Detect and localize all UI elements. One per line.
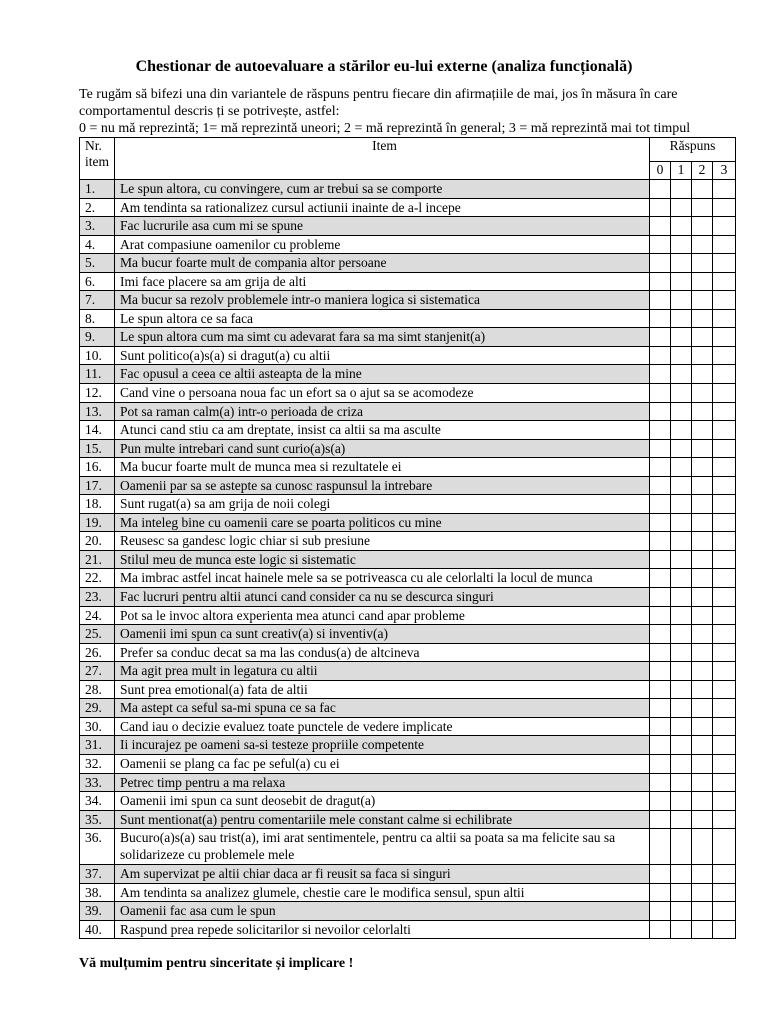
answer-cell-1[interactable] xyxy=(671,920,692,939)
item-text: Cand vine o persoana noua fac un efort sa o ajut sa se acomodeze xyxy=(115,384,650,403)
answer-cell-0[interactable] xyxy=(650,365,671,384)
answer-cell-3[interactable] xyxy=(713,272,736,291)
item-text: Oamenii se plang ca fac pe seful(a) cu ei xyxy=(115,754,650,773)
answer-cell-3[interactable] xyxy=(713,736,736,755)
table-row xyxy=(80,792,736,811)
table-row xyxy=(80,662,736,681)
answer-cell-1[interactable] xyxy=(671,346,692,365)
table-row xyxy=(80,699,736,718)
answer-cell-1[interactable] xyxy=(671,773,692,792)
item-text: Ma imbrac astfel incat hainele mele sa se potriveasca cu ale celorlalti la locul de munca xyxy=(115,569,650,588)
table-row xyxy=(80,773,736,792)
answer-cell-3[interactable] xyxy=(713,625,736,644)
answer-cell-1[interactable] xyxy=(671,792,692,811)
questionnaire-table xyxy=(79,137,736,939)
answer-cell-3[interactable] xyxy=(713,717,736,736)
item-number: 2. xyxy=(80,198,115,217)
answer-cell-2[interactable] xyxy=(692,606,713,625)
item-text: Pun multe intrebari cand sunt curio(a)s(a) xyxy=(115,439,650,458)
table-row xyxy=(80,920,736,939)
answer-scale: 0 = nu mă reprezintă; 1= mă reprezintă uneori; 2 = mă reprezintă în general; 3 = mă reprezintă mai tot timpul xyxy=(79,121,691,136)
table-row xyxy=(80,883,736,902)
answer-cell-1[interactable] xyxy=(671,606,692,625)
answer-cell-3[interactable] xyxy=(713,865,736,884)
table-row xyxy=(80,254,736,273)
answer-cell-3[interactable] xyxy=(713,920,736,939)
table-row xyxy=(80,754,736,773)
item-number: 6. xyxy=(80,272,115,291)
table-row xyxy=(80,180,736,199)
item-text: Prefer sa conduc decat sa ma las condus(a) de altcineva xyxy=(115,643,650,662)
table-row xyxy=(80,588,736,607)
answer-cell-1[interactable] xyxy=(671,754,692,773)
item-text: Fac opusul a ceea ce altii asteapta de la mine xyxy=(115,365,650,384)
item-text: Atunci cand stiu ca am dreptate, insist ca altii sa ma asculte xyxy=(115,421,650,440)
item-text: Cand iau o decizie evaluez toate punctele de vedere implicate xyxy=(115,717,650,736)
answer-cell-3[interactable] xyxy=(713,513,736,532)
answer-cell-1[interactable] xyxy=(671,532,692,551)
item-number: 27. xyxy=(80,662,115,681)
table-row xyxy=(80,717,736,736)
answer-cell-2[interactable] xyxy=(692,198,713,217)
answer-cell-0[interactable] xyxy=(650,773,671,792)
answer-cell-1[interactable] xyxy=(671,272,692,291)
answer-cell-1[interactable] xyxy=(671,680,692,699)
answer-cell-0[interactable] xyxy=(650,625,671,644)
item-number: 23. xyxy=(80,588,115,607)
answer-cell-0[interactable] xyxy=(650,883,671,902)
answer-cell-2[interactable] xyxy=(692,384,713,403)
answer-cell-0[interactable] xyxy=(650,384,671,403)
answer-cell-0[interactable] xyxy=(650,606,671,625)
item-text: Ma bucur foarte mult de munca mea si rezultatele ei xyxy=(115,458,650,477)
item-text: Raspund prea repede solicitarilor si nevoilor celorlalti xyxy=(115,920,650,939)
item-number: 33. xyxy=(80,773,115,792)
answer-cell-0[interactable] xyxy=(650,569,671,588)
answer-cell-1[interactable] xyxy=(671,569,692,588)
answer-cell-0[interactable] xyxy=(650,550,671,569)
table-row xyxy=(80,625,736,644)
answer-cell-0[interactable] xyxy=(650,792,671,811)
answer-cell-1[interactable] xyxy=(671,495,692,514)
answer-cell-3[interactable] xyxy=(713,829,736,865)
item-number: 40. xyxy=(80,920,115,939)
answer-cell-3[interactable] xyxy=(713,699,736,718)
instructions: Te rugăm să bifezi una din variantele de răspuns pentru fiecare din afirmațiile de mai, jos în măsura în care comportamentul descris ți se potrivește, astfel: xyxy=(79,87,678,119)
option-2-header: 2 xyxy=(692,162,713,180)
answer-cell-0[interactable] xyxy=(650,699,671,718)
answer-cell-3[interactable] xyxy=(713,402,736,421)
answer-cell-3[interactable] xyxy=(713,792,736,811)
item-text: Sunt rugat(a) sa am grija de noii colegi xyxy=(115,495,650,514)
header-raspuns: Răspuns xyxy=(650,138,736,162)
answer-cell-1[interactable] xyxy=(671,588,692,607)
item-number: 30. xyxy=(80,717,115,736)
answer-cell-2[interactable] xyxy=(692,569,713,588)
answer-cell-3[interactable] xyxy=(713,439,736,458)
answer-cell-2[interactable] xyxy=(692,421,713,440)
answer-cell-2[interactable] xyxy=(692,309,713,328)
table-row xyxy=(80,217,736,236)
item-number: 16. xyxy=(80,458,115,477)
answer-cell-1[interactable] xyxy=(671,865,692,884)
answer-cell-0[interactable] xyxy=(650,346,671,365)
answer-cell-3[interactable] xyxy=(713,180,736,199)
answer-cell-1[interactable] xyxy=(671,198,692,217)
item-text: Stilul meu de munca este logic si sistematic xyxy=(115,550,650,569)
answer-cell-0[interactable] xyxy=(650,217,671,236)
answer-cell-1[interactable] xyxy=(671,217,692,236)
answer-cell-3[interactable] xyxy=(713,384,736,403)
table-row xyxy=(80,309,736,328)
answer-cell-0[interactable] xyxy=(650,254,671,273)
table-row xyxy=(80,606,736,625)
answer-cell-3[interactable] xyxy=(713,773,736,792)
answer-cell-3[interactable] xyxy=(713,883,736,902)
item-text: Le spun altora cum ma simt cu adevarat fara sa ma simt stanjenit(a) xyxy=(115,328,650,347)
answer-cell-2[interactable] xyxy=(692,920,713,939)
answer-cell-3[interactable] xyxy=(713,421,736,440)
answer-cell-1[interactable] xyxy=(671,625,692,644)
item-number: 29. xyxy=(80,699,115,718)
table-row xyxy=(80,439,736,458)
answer-cell-3[interactable] xyxy=(713,588,736,607)
table-row xyxy=(80,291,736,310)
option-0-header: 0 xyxy=(650,162,671,180)
answer-cell-1[interactable] xyxy=(671,810,692,829)
answer-cell-2[interactable] xyxy=(692,180,713,199)
item-text: Petrec timp pentru a ma relaxa xyxy=(115,773,650,792)
answer-cell-3[interactable] xyxy=(713,198,736,217)
table-row xyxy=(80,402,736,421)
item-number: 9. xyxy=(80,328,115,347)
answer-cell-0[interactable] xyxy=(650,402,671,421)
table-row xyxy=(80,421,736,440)
item-number: 18. xyxy=(80,495,115,514)
answer-cell-2[interactable] xyxy=(692,532,713,551)
table-row xyxy=(80,569,736,588)
table-row xyxy=(80,643,736,662)
answer-cell-0[interactable] xyxy=(650,829,671,865)
table-row xyxy=(80,346,736,365)
answer-cell-1[interactable] xyxy=(671,829,692,865)
table-row xyxy=(80,384,736,403)
answer-cell-0[interactable] xyxy=(650,198,671,217)
thank-you-note: Vă mulțumim pentru sinceritate și implicare ! xyxy=(79,956,354,971)
answer-cell-2[interactable] xyxy=(692,588,713,607)
answer-cell-3[interactable] xyxy=(713,569,736,588)
answer-cell-3[interactable] xyxy=(713,476,736,495)
table-row xyxy=(80,680,736,699)
answer-cell-0[interactable] xyxy=(650,754,671,773)
item-text: Le spun altora, cu convingere, cum ar trebui sa se comporte xyxy=(115,180,650,199)
answer-cell-2[interactable] xyxy=(692,736,713,755)
answer-cell-2[interactable] xyxy=(692,662,713,681)
item-number: 39. xyxy=(80,902,115,921)
answer-cell-3[interactable] xyxy=(713,328,736,347)
answer-cell-3[interactable] xyxy=(713,309,736,328)
item-number: 12. xyxy=(80,384,115,403)
answer-cell-0[interactable] xyxy=(650,476,671,495)
answer-cell-1[interactable] xyxy=(671,550,692,569)
item-number: 26. xyxy=(80,643,115,662)
item-number: 17. xyxy=(80,476,115,495)
answer-cell-1[interactable] xyxy=(671,643,692,662)
item-text: Am tendinta sa analizez glumele, chestie care le modifica sensul, spun altii xyxy=(115,883,650,902)
document-title: Chestionar de autoevaluare a stărilor eu-lui externe (analiza funcțională) xyxy=(135,58,633,75)
answer-cell-1[interactable] xyxy=(671,476,692,495)
answer-cell-2[interactable] xyxy=(692,346,713,365)
answer-cell-3[interactable] xyxy=(713,532,736,551)
answer-cell-2[interactable] xyxy=(692,680,713,699)
answer-cell-1[interactable] xyxy=(671,883,692,902)
answer-cell-2[interactable] xyxy=(692,773,713,792)
item-number: 25. xyxy=(80,625,115,644)
item-number: 11. xyxy=(80,365,115,384)
item-number: 3. xyxy=(80,217,115,236)
item-number: 1. xyxy=(80,180,115,199)
answer-cell-1[interactable] xyxy=(671,291,692,310)
answer-cell-0[interactable] xyxy=(650,902,671,921)
item-number: 21. xyxy=(80,550,115,569)
answer-cell-0[interactable] xyxy=(650,458,671,477)
item-text: Oamenii fac asa cum le spun xyxy=(115,902,650,921)
answer-cell-3[interactable] xyxy=(713,680,736,699)
table-row xyxy=(80,458,736,477)
answer-cell-1[interactable] xyxy=(671,365,692,384)
answer-cell-0[interactable] xyxy=(650,588,671,607)
answer-cell-1[interactable] xyxy=(671,180,692,199)
answer-cell-3[interactable] xyxy=(713,254,736,273)
item-number: 38. xyxy=(80,883,115,902)
answer-cell-2[interactable] xyxy=(692,217,713,236)
option-1-header: 1 xyxy=(671,162,692,180)
answer-cell-1[interactable] xyxy=(671,699,692,718)
answer-cell-0[interactable] xyxy=(650,180,671,199)
answer-cell-1[interactable] xyxy=(671,384,692,403)
answer-cell-1[interactable] xyxy=(671,662,692,681)
option-3-header: 3 xyxy=(713,162,736,180)
item-number: 24. xyxy=(80,606,115,625)
answer-cell-3[interactable] xyxy=(713,810,736,829)
header-item: Item xyxy=(115,138,650,180)
item-number: 34. xyxy=(80,792,115,811)
answer-cell-1[interactable] xyxy=(671,902,692,921)
answer-cell-1[interactable] xyxy=(671,254,692,273)
item-text: Ma agit prea mult in legatura cu altii xyxy=(115,662,650,681)
answer-cell-0[interactable] xyxy=(650,643,671,662)
answer-cell-1[interactable] xyxy=(671,513,692,532)
item-text: Sunt mentionat(a) pentru comentariile mele constant calme si echilibrate xyxy=(115,810,650,829)
answer-cell-0[interactable] xyxy=(650,291,671,310)
table-row xyxy=(80,736,736,755)
answer-cell-2[interactable] xyxy=(692,272,713,291)
item-number: 22. xyxy=(80,569,115,588)
answer-cell-0[interactable] xyxy=(650,309,671,328)
answer-cell-0[interactable] xyxy=(650,421,671,440)
item-text: Ma bucur foarte mult de compania altor persoane xyxy=(115,254,650,273)
answer-cell-3[interactable] xyxy=(713,458,736,477)
item-text: Ma bucur sa rezolv problemele intr-o maniera logica si sistematica xyxy=(115,291,650,310)
item-number: 28. xyxy=(80,680,115,699)
answer-cell-2[interactable] xyxy=(692,792,713,811)
answer-cell-0[interactable] xyxy=(650,920,671,939)
table-row xyxy=(80,328,736,347)
answer-cell-2[interactable] xyxy=(692,328,713,347)
table-row xyxy=(80,476,736,495)
answer-cell-1[interactable] xyxy=(671,717,692,736)
item-text: Fac lucrurile asa cum mi se spune xyxy=(115,217,650,236)
item-text: Bucuro(a)s(a) sau trist(a), imi arat sentimentele, pentru ca altii sa poata sa ma felicite sau sa solidarizeze cu problemele mele xyxy=(115,829,650,865)
answer-cell-0[interactable] xyxy=(650,736,671,755)
item-text: Am tendinta sa rationalizez cursul actiunii inainte de a-l incepe xyxy=(115,198,650,217)
item-number: 32. xyxy=(80,754,115,773)
item-text: Arat compasiune oamenilor cu probleme xyxy=(115,235,650,254)
answer-cell-0[interactable] xyxy=(650,272,671,291)
table-row xyxy=(80,272,736,291)
item-number: 14. xyxy=(80,421,115,440)
answer-cell-2[interactable] xyxy=(692,235,713,254)
answer-cell-1[interactable] xyxy=(671,421,692,440)
item-text: Reusesc sa gandesc logic chiar si sub presiune xyxy=(115,532,650,551)
item-number: 36. xyxy=(80,829,115,865)
answer-cell-0[interactable] xyxy=(650,495,671,514)
table-row xyxy=(80,495,736,514)
answer-cell-0[interactable] xyxy=(650,235,671,254)
item-text: Imi face placere sa am grija de alti xyxy=(115,272,650,291)
answer-cell-1[interactable] xyxy=(671,458,692,477)
answer-cell-3[interactable] xyxy=(713,346,736,365)
answer-cell-2[interactable] xyxy=(692,495,713,514)
item-text: Le spun altora ce sa faca xyxy=(115,309,650,328)
table-row xyxy=(80,513,736,532)
answer-cell-2[interactable] xyxy=(692,550,713,569)
item-text: Am supervizat pe altii chiar daca ar fi reusit sa faca si singuri xyxy=(115,865,650,884)
answer-cell-2[interactable] xyxy=(692,902,713,921)
answer-cell-2[interactable] xyxy=(692,625,713,644)
item-number: 35. xyxy=(80,810,115,829)
item-number: 20. xyxy=(80,532,115,551)
answer-cell-0[interactable] xyxy=(650,717,671,736)
item-text: Ma inteleg bine cu oamenii care se poarta politicos cu mine xyxy=(115,513,650,532)
item-number: 5. xyxy=(80,254,115,273)
answer-cell-0[interactable] xyxy=(650,662,671,681)
answer-cell-3[interactable] xyxy=(713,606,736,625)
table-row xyxy=(80,550,736,569)
item-number: 31. xyxy=(80,736,115,755)
answer-cell-2[interactable] xyxy=(692,458,713,477)
answer-cell-1[interactable] xyxy=(671,402,692,421)
answer-cell-2[interactable] xyxy=(692,754,713,773)
item-number: 8. xyxy=(80,309,115,328)
item-text: Ma astept ca seful sa-mi spuna ce sa fac xyxy=(115,699,650,718)
item-number: 37. xyxy=(80,865,115,884)
item-text: Oamenii imi spun ca sunt deosebit de dragut(a) xyxy=(115,792,650,811)
answer-cell-1[interactable] xyxy=(671,235,692,254)
answer-cell-2[interactable] xyxy=(692,365,713,384)
table-row xyxy=(80,810,736,829)
answer-cell-0[interactable] xyxy=(650,680,671,699)
item-text: Oamenii imi spun ca sunt creativ(a) si inventiv(a) xyxy=(115,625,650,644)
header-nr-item: Nr. item xyxy=(80,138,115,180)
answer-cell-2[interactable] xyxy=(692,439,713,458)
item-text: Pot sa raman calm(a) intr-o perioada de criza xyxy=(115,402,650,421)
answer-cell-2[interactable] xyxy=(692,829,713,865)
answer-cell-3[interactable] xyxy=(713,235,736,254)
answer-cell-3[interactable] xyxy=(713,902,736,921)
answer-cell-2[interactable] xyxy=(692,699,713,718)
answer-cell-0[interactable] xyxy=(650,513,671,532)
item-text: Sunt politico(a)s(a) si dragut(a) cu altii xyxy=(115,346,650,365)
item-number: 19. xyxy=(80,513,115,532)
item-text: Sunt prea emotional(a) fata de altii xyxy=(115,680,650,699)
answer-cell-1[interactable] xyxy=(671,328,692,347)
answer-cell-3[interactable] xyxy=(713,643,736,662)
table-row xyxy=(80,829,736,865)
answer-cell-2[interactable] xyxy=(692,291,713,310)
answer-cell-3[interactable] xyxy=(713,662,736,681)
item-number: 15. xyxy=(80,439,115,458)
answer-cell-2[interactable] xyxy=(692,643,713,662)
answer-cell-1[interactable] xyxy=(671,439,692,458)
answer-cell-0[interactable] xyxy=(650,439,671,458)
answer-cell-0[interactable] xyxy=(650,810,671,829)
item-text: Pot sa le invoc altora experienta mea atunci cand apar probleme xyxy=(115,606,650,625)
answer-cell-0[interactable] xyxy=(650,865,671,884)
answer-cell-3[interactable] xyxy=(713,550,736,569)
item-text: Fac lucruri pentru altii atunci cand consider ca nu se descurca singuri xyxy=(115,588,650,607)
item-number: 10. xyxy=(80,346,115,365)
item-text: Ii incurajez pe oameni sa-si testeze propriile competente xyxy=(115,736,650,755)
answer-cell-2[interactable] xyxy=(692,717,713,736)
table-row xyxy=(80,865,736,884)
answer-cell-3[interactable] xyxy=(713,217,736,236)
table-row xyxy=(80,902,736,921)
table-row xyxy=(80,198,736,217)
answer-cell-2[interactable] xyxy=(692,883,713,902)
answer-cell-3[interactable] xyxy=(713,495,736,514)
answer-cell-2[interactable] xyxy=(692,402,713,421)
answer-cell-3[interactable] xyxy=(713,291,736,310)
table-row xyxy=(80,235,736,254)
table-row xyxy=(80,532,736,551)
item-text: Oamenii par sa se astepte sa cunosc raspunsul la intrebare xyxy=(115,476,650,495)
answer-cell-2[interactable] xyxy=(692,254,713,273)
item-number: 13. xyxy=(80,402,115,421)
answer-cell-3[interactable] xyxy=(713,365,736,384)
answer-cell-1[interactable] xyxy=(671,309,692,328)
answer-cell-0[interactable] xyxy=(650,532,671,551)
answer-cell-2[interactable] xyxy=(692,810,713,829)
answer-cell-2[interactable] xyxy=(692,513,713,532)
answer-cell-3[interactable] xyxy=(713,754,736,773)
item-number: 4. xyxy=(80,235,115,254)
answer-cell-2[interactable] xyxy=(692,865,713,884)
question-rows xyxy=(80,180,736,939)
answer-cell-0[interactable] xyxy=(650,328,671,347)
table-row xyxy=(80,365,736,384)
answer-cell-1[interactable] xyxy=(671,736,692,755)
item-number: 7. xyxy=(80,291,115,310)
answer-cell-2[interactable] xyxy=(692,476,713,495)
